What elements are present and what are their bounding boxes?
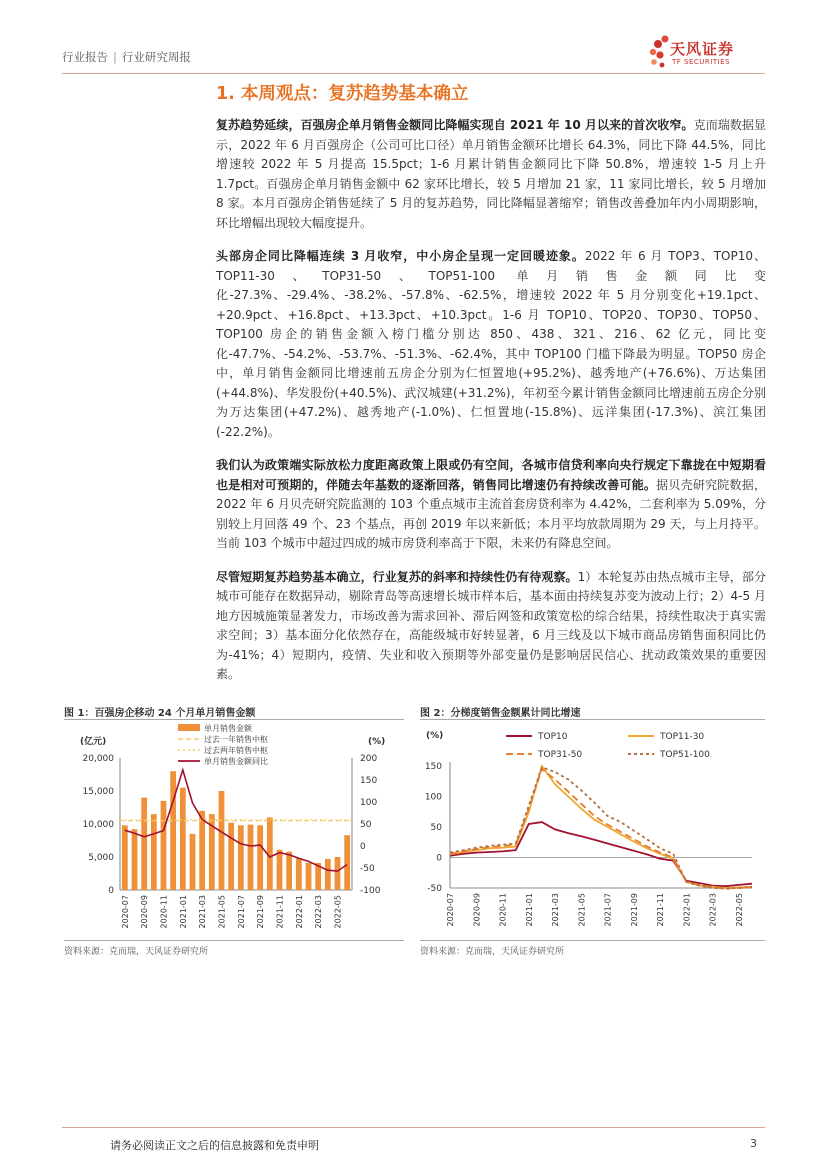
paragraph-1: [216, 116, 766, 233]
figure-1-top-rule: [64, 719, 404, 720]
series-line-top51-100: [450, 767, 752, 888]
legend-label: TOP10: [538, 732, 568, 742]
x-tick-label: 2020-07: [120, 895, 130, 929]
bar-2020-09: [141, 798, 147, 890]
logo-petal: [656, 51, 663, 58]
right-tick-label: -50: [360, 864, 375, 874]
bar-2022-01: [296, 858, 302, 890]
figure-2-top-rule: [420, 719, 765, 720]
bar-2022-04: [325, 859, 331, 890]
right-tick-label: 0: [360, 842, 366, 852]
bar-2020-08: [132, 829, 138, 890]
breadcrumb-separator: |: [113, 50, 117, 64]
chart-top100-monthly-sales: [62, 722, 406, 940]
logo-petal: [651, 59, 657, 65]
paragraph-lead: 尽管短期复苏趋势基本确立，行业复苏的斜率和持续性仍有待观察。: [216, 569, 578, 584]
y-axis-unit: (%): [426, 731, 444, 741]
paragraph-body: 1）本轮复苏由热点城市主导，部分城市可能存在数据异动，剔除青岛等高速增长城市样本后，基本面由持续复苏变为波动上行；2）4-5 月地方因城施策显著发力，市场改善为需求回补、滞后网签和政策宽松的综合结果，持续性取决于真实需求空间；3）基本面分化依然存在，高能级城市好转显著，6 月三线及以下城市商品房销售面积同比仍为-41%；4）短期内，疫情、失业和收入预期等外部变量仍是影响居民信心、扰动政策效果的重要因素。: [216, 569, 766, 681]
paragraph-4: [216, 568, 766, 685]
legend-swatch-bar: [178, 724, 200, 731]
bar-2021-02: [190, 834, 196, 890]
bar-2020-11: [161, 801, 167, 890]
bar-2021-01: [180, 788, 186, 890]
bar-2021-07: [238, 825, 244, 890]
bar-2022-06: [344, 835, 350, 890]
figure-2-bottom-rule: [420, 940, 765, 941]
y-tick-label: 50: [430, 823, 442, 833]
bar-2021-09: [257, 825, 263, 890]
logo-petal: [662, 36, 669, 43]
legend-label: 过去两年销售中枢: [204, 746, 268, 755]
main-content: [216, 116, 766, 699]
legend-label: TOP31-50: [538, 750, 583, 760]
logo-name: 天风证券: [670, 40, 735, 58]
x-tick-label: 2021-03: [551, 893, 561, 927]
report-breadcrumb: [62, 49, 191, 65]
chart-tier-cumulative-yoy: [418, 722, 766, 940]
bar-2021-12: [286, 852, 292, 890]
paragraph-2: [216, 247, 766, 442]
legend-label: 单月销售金额同比: [204, 757, 268, 766]
legend-label: 过去一年销售中枢: [204, 735, 268, 744]
paragraph-body: 2022 年 6 月 TOP3、TOP10、TOP11-30、TOP31-50、TOP51-100 单月销售金额同比变化-27.3%、-29.4%、-38.2%、-57.8%、-62.5%，增速较 2022 年 5 月分别变化+19.1pct、+20.9pct、+16.8pct、+13.3pct、+10.3pct。1-6 月 TOP10、TOP20、TOP30、TOP50、TOP100 房企的销售金额入榜门槛分别达 850、438、321、216、62 亿元，同比变化-47.7%、-54.2%、-53.7%、-51.3%、-62.4%，其中 TOP100 门槛下降最为明显。TOP50 房企中，单月销售金额同比增速前五房企分别为仁恒置地(+95.2%)、越秀地产(+76.6%)、万达集团(+44.8%)、华发股份(+40.5%)、武汉城建(+31.2%)，年初至今累计销售金额同比增速前五房企分别为万达集团(+47.2%)、越秀地产(-1.0%)、仁恒置地(-15.8%)、远洋集团(-17.3%)、滨江集团(-22.2%)。: [216, 249, 766, 439]
right-tick-label: 200: [360, 754, 378, 764]
x-tick-label: 2022-03: [708, 893, 718, 927]
right-axis-unit: (%): [368, 737, 386, 747]
bar-2020-12: [170, 771, 176, 890]
x-tick-label: 2022-05: [333, 895, 343, 929]
footer-divider: [62, 1127, 765, 1128]
x-tick-label: 2021-01: [524, 893, 534, 927]
right-tick-label: 150: [360, 776, 378, 786]
report-subcategory: 行业研究周报: [121, 50, 191, 64]
bar-2022-05: [335, 857, 341, 890]
figure-2-source: 资料来源：克而瑞，天风证券研究所: [420, 947, 565, 957]
footer-disclaimer: 请务必阅读正文之后的信息披露和免责申明: [110, 1139, 319, 1152]
x-tick-label: 2020-07: [446, 893, 455, 927]
right-tick-label: -100: [360, 886, 381, 896]
left-tick-label: 0: [108, 886, 114, 896]
x-tick-label: 2020-09: [140, 895, 150, 929]
x-tick-label: 2021-07: [236, 895, 246, 929]
x-tick-label: 2020-11: [159, 895, 169, 929]
bar-2021-08: [248, 825, 254, 890]
bar-2021-11: [277, 850, 283, 890]
bar-2020-07: [122, 825, 128, 890]
series-line-top10: [450, 822, 752, 886]
section-title: 1. 本周观点：复苏趋势基本确立: [216, 84, 469, 104]
x-tick-label: 2022-03: [314, 895, 324, 929]
y-tick-label: 150: [424, 762, 442, 772]
x-tick-label: 2021-09: [256, 895, 266, 929]
paragraph-lead: 复苏趋势延续，百强房企单月销售金额同比降幅实现自 2021 年 10 月以来的首次收窄。: [216, 118, 694, 132]
paragraph-lead: 头部房企同比降幅连续 3 月收窄，中小房企呈现一定回暖迹象。: [216, 249, 585, 263]
logo-petal: [660, 63, 665, 68]
legend-label: TOP11-30: [660, 732, 705, 742]
figure-1-title: 图 1：百强房企移动 24 个月单月销售金额: [64, 708, 256, 719]
figure-1-source: 资料来源：克而瑞，天风证券研究所: [64, 947, 209, 957]
report-category: 行业报告: [62, 50, 108, 64]
x-tick-label: 2021-09: [629, 893, 639, 927]
logo-petal: [654, 40, 662, 48]
x-tick-label: 2021-05: [577, 893, 587, 927]
left-tick-label: 15,000: [82, 787, 114, 797]
series-line-top31-50: [450, 769, 752, 889]
left-tick-label: 10,000: [82, 820, 114, 830]
bar-2021-06: [228, 823, 234, 890]
bar-2021-03: [199, 811, 205, 890]
bar-2021-05: [219, 791, 225, 890]
x-tick-label: 2021-03: [198, 895, 208, 929]
x-tick-label: 2021-01: [178, 895, 188, 929]
paragraph-lead: 我们认为政策端实际放松力度距离政策上限或仍有空间，各城市信贷利率向央行规定下靠拢在中短期看也是相对可预期的，伴随去年基数的逐渐回落，销售同比增速仍有持续改善可能。: [216, 458, 766, 492]
x-tick-label: 2022-01: [682, 893, 692, 927]
header-divider: [62, 73, 765, 74]
page-number: 3: [750, 1137, 757, 1150]
legend-label: 单月销售金额: [204, 724, 252, 733]
figure-2-title: 图 2：分梯度销售金额累计同比增速: [420, 708, 581, 719]
x-tick-label: 2020-09: [472, 893, 482, 927]
x-tick-label: 2021-11: [656, 893, 666, 927]
x-tick-label: 2021-11: [275, 895, 285, 929]
x-tick-label: 2022-05: [734, 893, 744, 927]
series-line-top11-30: [450, 766, 752, 888]
x-tick-label: 2021-05: [217, 895, 227, 929]
y-tick-label: -50: [427, 884, 442, 894]
bar-2022-02: [306, 863, 312, 890]
logo-english-name: TF SECURITIES: [672, 58, 731, 66]
x-tick-label: 2020-11: [498, 893, 508, 927]
x-tick-label: 2022-01: [294, 895, 304, 929]
y-tick-label: 0: [436, 853, 442, 864]
bar-2020-10: [151, 814, 157, 890]
logo-petal: [650, 49, 656, 55]
paragraph-3: [216, 456, 766, 554]
right-tick-label: 100: [360, 798, 378, 808]
legend-label: TOP51-100: [660, 750, 710, 760]
paragraph-body: 克而瑞数据显示，2022 年 6 月百强房企（公司可比口径）单月销售金额环比增长 64.3%，同比下降 44.5%，同比增速较 2022 年 5 月提高 15.5pct；1-6 月累计销售金额同比下降 50.8%，增速较 1-5 月上升 1.7pct。百强房企单月销售金额中 62 家环比增长，较 5 月增加 21 家，11 家同比增长，较 5 月增加 8 家。本月百强房企销售延续了 5 月的复苏趋势，同比降幅显著缩窄；销售改善叠加年内小周期影响，环比增幅出现较大幅度提升。: [216, 118, 766, 230]
x-tick-label: 2021-07: [603, 893, 613, 927]
right-tick-label: 50: [360, 820, 372, 830]
paragraph-body: 据贝壳研究院数据，2022 年 6 月贝壳研究院监测的 103 个重点城市主流首套房贷利率为 4.42%，二套利率为 5.09%，分别较上月回落 49 个、23 个基点，再创 2019 年以来新低；本月平均放款周期为 29 天，与上月持平。当前 103 个城市中超过四成的城市房贷利率高于下限，未来仍有降息空间。: [216, 477, 766, 550]
left-axis-unit: (亿元): [80, 737, 107, 747]
y-tick-label: 100: [424, 792, 442, 803]
figure-1-bottom-rule: [64, 940, 404, 941]
left-tick-label: 5,000: [88, 853, 114, 863]
left-tick-label: 20,000: [82, 754, 114, 764]
